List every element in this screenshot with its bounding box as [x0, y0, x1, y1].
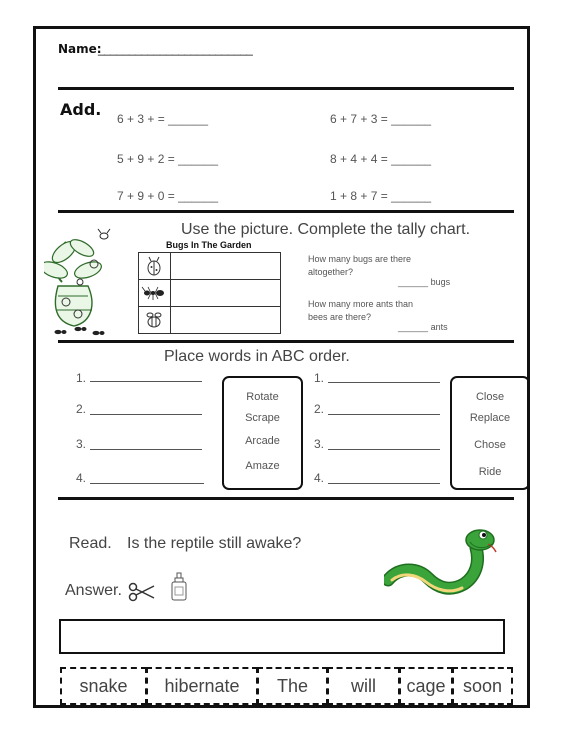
- snake-icon: [384, 522, 504, 602]
- scissors-icon: [128, 581, 156, 603]
- section-divider: [58, 87, 514, 90]
- tally-answer-1[interactable]: ______ bugs: [398, 277, 451, 287]
- section-divider: [58, 497, 514, 500]
- chart-title: Bugs In The Garden: [166, 240, 252, 250]
- abc-answer-line[interactable]: [90, 470, 204, 484]
- cut-word[interactable]: cage: [399, 667, 453, 705]
- abc-answer-line[interactable]: [328, 369, 440, 383]
- section-divider: [58, 340, 514, 343]
- add-problem[interactable]: 6 + 7 + 3 = ______: [330, 112, 432, 126]
- answer-box[interactable]: [59, 619, 505, 654]
- word-bank-word: Scrape: [245, 412, 280, 424]
- word-bank-right: [450, 376, 530, 490]
- tally-question-1: How many bugs are there altogether?: [308, 254, 412, 277]
- garden-picture-icon: [44, 222, 122, 340]
- tally-instruction: Use the picture. Complete the tally chart.: [181, 221, 471, 238]
- abc-number: 2.: [76, 402, 87, 416]
- name-line[interactable]: _________________________: [98, 42, 253, 56]
- add-problem[interactable]: 8 + 4 + 4 = ______: [330, 152, 432, 166]
- cut-word[interactable]: snake: [60, 667, 147, 705]
- cut-word[interactable]: The: [257, 667, 328, 705]
- word-bank-word: Rotate: [246, 391, 279, 403]
- word-bank-word: Close: [475, 391, 505, 403]
- abc-number: 4.: [314, 471, 325, 485]
- abc-number: 3.: [76, 437, 87, 451]
- tally-cell[interactable]: [170, 252, 281, 280]
- abc-number: 1.: [314, 371, 325, 385]
- tally-row-label: [138, 252, 171, 280]
- word-bank-left: [222, 376, 303, 490]
- add-problem[interactable]: 7 + 9 + 0 = ______: [117, 189, 219, 203]
- word-bank-word: Replace: [469, 412, 511, 424]
- add-problem[interactable]: 5 + 9 + 2 = ______: [117, 152, 219, 166]
- abc-answer-line[interactable]: [328, 470, 440, 484]
- answer-label: Answer.: [65, 582, 122, 599]
- abc-answer-line[interactable]: [90, 368, 202, 382]
- cut-word[interactable]: soon: [452, 667, 513, 705]
- cut-word[interactable]: will: [327, 667, 400, 705]
- abc-number: 1.: [76, 371, 87, 385]
- abc-answer-line[interactable]: [90, 436, 202, 450]
- word-bank-word: Arcade: [245, 435, 280, 447]
- word-bank-word: Chose: [474, 439, 506, 451]
- ladybug-icon: [139, 253, 170, 279]
- abc-answer-line[interactable]: [90, 401, 202, 415]
- tally-cell[interactable]: [170, 279, 281, 307]
- abc-number: 3.: [314, 437, 325, 451]
- abc-answer-line[interactable]: [328, 401, 440, 415]
- abc-number: 4.: [76, 471, 87, 485]
- glue-icon: [170, 572, 188, 602]
- tally-row-label: [138, 306, 171, 334]
- abc-number: 2.: [314, 402, 325, 416]
- frame-bottom: [33, 705, 530, 708]
- word-bank-word: Ride: [478, 466, 502, 478]
- abc-answer-line[interactable]: [328, 436, 440, 450]
- ant-icon: [139, 280, 170, 306]
- bee-icon: [139, 307, 170, 333]
- word-bank-word: Amaze: [245, 460, 280, 472]
- abc-instruction: Place words in ABC order.: [164, 348, 350, 365]
- name-label: Name:: [58, 42, 102, 56]
- section-divider: [58, 210, 514, 213]
- tally-row-label: [138, 279, 171, 307]
- add-problem[interactable]: 6 + 3 + = ______: [117, 112, 209, 126]
- add-problem[interactable]: 1 + 8 + 7 = ______: [330, 189, 432, 203]
- worksheet-frame: [33, 26, 530, 708]
- read-question: Is the reptile still awake?: [127, 535, 302, 552]
- tally-answer-2[interactable]: ______ ants: [398, 322, 448, 332]
- tally-cell[interactable]: [170, 306, 281, 334]
- add-title: Add.: [60, 100, 102, 119]
- read-prompt: Read.: [69, 535, 112, 552]
- tally-question-2: How many more ants than bees are there?: [308, 299, 414, 322]
- cut-word[interactable]: hibernate: [146, 667, 258, 705]
